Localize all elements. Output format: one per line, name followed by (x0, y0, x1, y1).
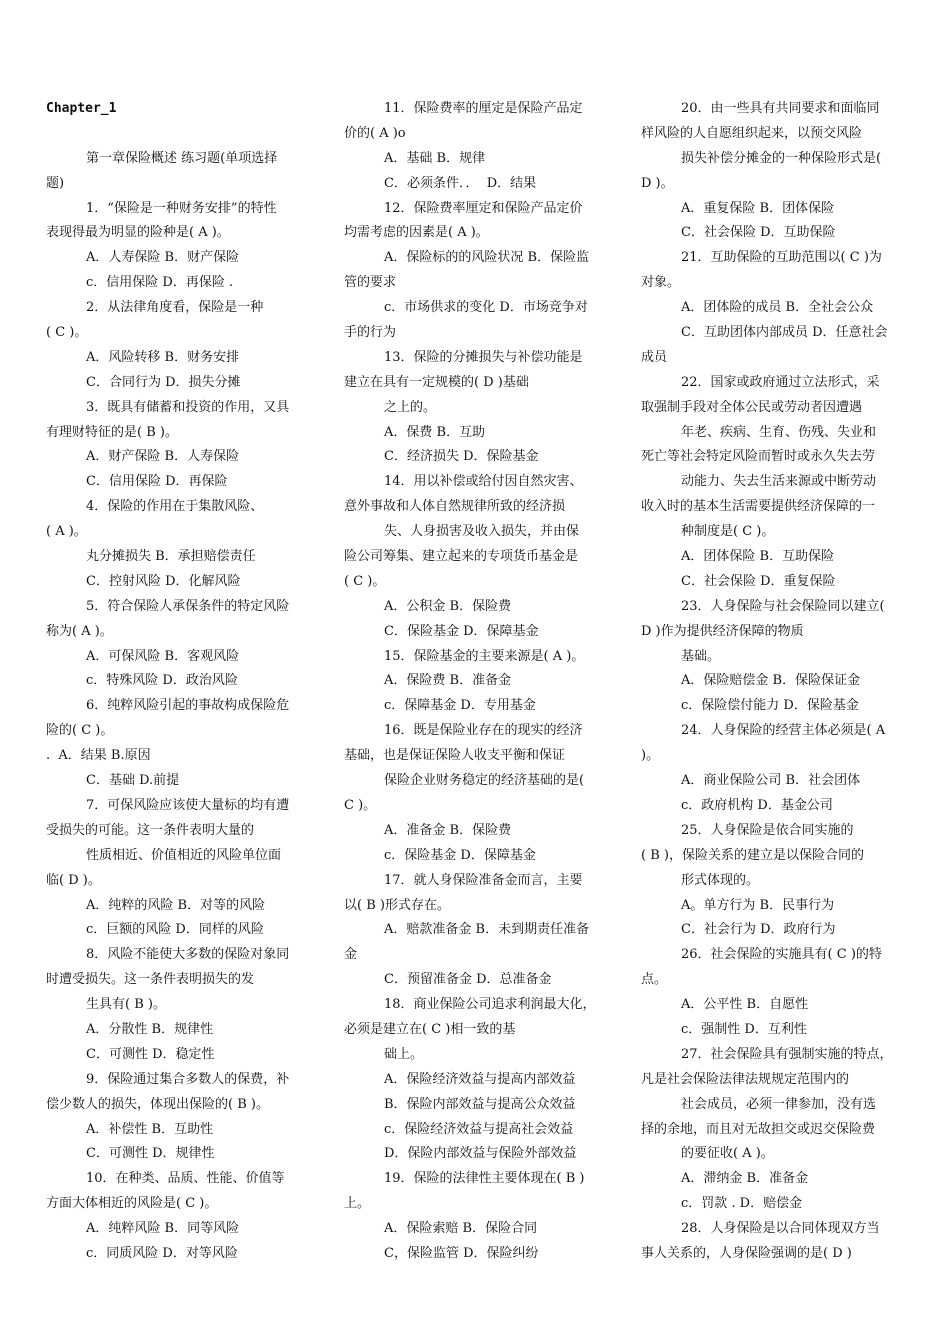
text-line: c．同质风险 D．对等风险 (86, 1245, 238, 1261)
text-line: C．社会保险 D．重复保险 (681, 573, 836, 589)
text-line: 建立在具有一定规模的( D )基础 (344, 374, 529, 390)
text-line: )。 (641, 748, 660, 764)
text-line: C．保险基金 D．保障基金 (384, 623, 539, 639)
text-line: 年老、疾病、生育、伤残、失业和 (681, 424, 877, 440)
text-line: A．公平性 B．自愿性 (681, 997, 809, 1013)
text-line: 点。 (641, 972, 668, 988)
text-line: 表现得最为明显的险种是( A )。 (46, 225, 230, 241)
text-line: 11．保险费率的厘定是保险产品定 (384, 101, 583, 116)
text-line: 取强制手段对全体公民或劳动者因遭遇 (641, 399, 863, 415)
text-line: 26．社会保险的实施具有( C )的特 (681, 947, 882, 963)
text-line: c．罚款 . D．赔偿金 (681, 1196, 803, 1212)
text-line: A．财产保险 B．人寿保险 (86, 449, 240, 465)
text-line: 成员 (641, 349, 668, 365)
spacer (46, 122, 310, 147)
text-line: 14．用以补偿或给付因自然灾害、 (384, 474, 583, 490)
text-line: ( C )。 (46, 325, 88, 341)
text-line: A．保险赔偿金 B．保险保证金 (681, 673, 861, 689)
text-line: A．团体保险 B．互助保险 (681, 549, 835, 565)
text-line: 生具有( B )。 (86, 997, 166, 1013)
text-line: A．可保风险 B．客观风险 (86, 648, 240, 664)
text-line: 7．可保风险应该使大量标的均有遭 (86, 797, 290, 813)
text-line: A．商业保险公司 B．社会团体 (681, 773, 861, 789)
text-line: 险公司筹集、建立起来的专项货币基金是 (344, 549, 579, 565)
text-line: A．补偿性 B．互助性 (86, 1121, 214, 1137)
text-line: 均需考虑的因素是( A )。 (344, 225, 489, 241)
column-2 (344, 97, 610, 1267)
text-line: c．强制性 D．互利性 (681, 1021, 807, 1037)
text-line: 13．保险的分摊损失与补偿功能是 (384, 349, 583, 365)
text-line: A．分散性 B．规律性 (86, 1021, 214, 1037)
text-line: c．保障基金 D．专用基金 (384, 698, 536, 714)
text-line: C，保险监管 D．保险纠纷 (384, 1245, 539, 1261)
text-line: 19．保险的法律性主要体现在( B ) (384, 1171, 585, 1187)
text-line: 20．由一些具有共同要求和面临同 (681, 101, 880, 116)
text-line: 险的( C )。 (46, 723, 114, 739)
text-line: 受损失的可能。这一条件表明大量的 (46, 822, 255, 838)
text-line: A．公积金 B．保险费 (384, 598, 512, 614)
text-line: c．市场供求的变化 D．市场竞争对 (384, 300, 588, 316)
text-line: 性质相近、价值相近的风险单位面 (86, 847, 282, 863)
text-line: 形式体现的。 (681, 872, 760, 888)
text-line: 偿少数人的损失，体现出保险的( B )。 (46, 1096, 269, 1112)
text-line: A．重复保险 B．团体保险 (681, 200, 835, 216)
text-line: c．保险经济效益与提高社会效益 (384, 1121, 574, 1137)
column-1 (46, 97, 310, 1267)
text-line: 8．风险不能使大多数的保险对象同 (86, 947, 290, 963)
text-line: D．保险内部效益与保险外部效益 (384, 1146, 577, 1162)
text-line: c．巨额的风险 D．同样的风险 (86, 922, 264, 938)
text-line: D )作为提供经济保障的物质 (641, 623, 804, 639)
text-line: 础上。 (384, 1046, 424, 1062)
text-line: 凡是社会保险法律法规规定范围内的 (641, 1071, 850, 1087)
text-line: 1．“保险是一种财务安排”的特性 (86, 200, 277, 216)
text-line: 必须是建立在( C )相一致的基 (344, 1021, 516, 1037)
column-3 (641, 97, 905, 1267)
text-line: B．保险内部效益与提高公众效益 (384, 1096, 576, 1112)
text-line: C．可测性 D．稳定性 (86, 1046, 215, 1062)
text-line: C．社会保险 D．互助保险 (681, 225, 836, 241)
text-line: 死亡等社会特定风险而暂时或永久失去劳 (641, 449, 876, 465)
text-line: A．保险费 B．准备金 (384, 673, 512, 689)
text-line: c．政府机构 D．基金公司 (681, 797, 833, 813)
text-line: 收入时的基本生活需要提供经济保障的一 (641, 499, 876, 515)
text-line: 9．保险通过集合多数人的保费，补 (86, 1071, 290, 1087)
text-line: 意外事故和人体自然规律所致的经济损 (344, 499, 566, 515)
text-line: 16．既是保险业存在的现实的经济 (384, 723, 583, 739)
text-line: 样风险的人自愿组织起来，以预交风险 (641, 125, 863, 141)
text-line: 题) (46, 175, 65, 191)
text-line: 时遭受损失。这一条件表明损失的发 (46, 972, 255, 988)
text-line: A．保险标的的风险状况 B．保险监 (384, 250, 590, 266)
text-line: 12．保险费率厘定和保险产品定价 (384, 200, 583, 216)
text-line: 4．保险的作用在于集散风险、 (86, 499, 264, 515)
text-line: C．信用保险 D．再保险 (86, 474, 228, 490)
text-line: A．基础 B．规律 (384, 150, 486, 166)
text-line: 基础。 (681, 648, 721, 664)
text-line: 失、人身损害及收入损失，并由保 (384, 524, 580, 540)
text-line: 动能力、失去生活来源或中断劳动 (681, 474, 877, 490)
chapter-heading: Chapter_1 (46, 101, 117, 116)
text-line: 27．社会保险具有强制实施的特点， (681, 1046, 893, 1062)
text-line: C．经济损失 D．保险基金 (384, 449, 539, 465)
text-line: A．团体险的成员 B．全社会公众 (681, 300, 874, 316)
text-line: c．保险偿付能力 D．保险基金 (681, 698, 859, 714)
text-line: A．赔款准备金 B．未到期责任准备 (384, 922, 590, 938)
text-line: 损失补偿分摊金的一种保险形式是( (681, 150, 882, 166)
text-line: C．预留准备金 D．总准备金 (384, 972, 552, 988)
text-line: c．信用保险 D．再保险 . (86, 275, 234, 291)
text-line: A．保险索赔 B．保险合同 (384, 1221, 538, 1237)
text-line: 之上的。 (384, 399, 437, 415)
text-line: ( B )，保险关系的建立是以保险合同的 (641, 847, 864, 863)
text-line: 种制度是( C )。 (681, 524, 775, 540)
text-line: A．风险转移 B．财务安排 (86, 349, 240, 365)
text-line: 临( D )。 (46, 872, 101, 888)
text-line: 15．保险基金的主要来源是( A )。 (384, 648, 585, 664)
text-line: A。单方行为 B．民事行为 (681, 897, 835, 913)
text-line: 21．互助保险的互助范围以( C )为 (681, 250, 882, 266)
text-line: 10．在种类、品质、性能、价值等 (86, 1171, 285, 1187)
text-line: 社会成员，必须一律参加，没有选 (681, 1096, 877, 1112)
text-line: 17．就人身保险准备金而言，主要 (384, 872, 583, 888)
text-line: C )。 (344, 797, 377, 813)
text-line: 管的要求 (344, 275, 397, 291)
text-line: 25．人身保险是依合同实施的 (681, 822, 854, 838)
text-line: 价的( A )o (344, 125, 406, 141)
text-line: 保险企业财务稳定的经济基础的是( (384, 773, 585, 789)
text-line: A．保费 B．互助 (384, 424, 486, 440)
text-line: C．可测性 D．规律性 (86, 1146, 215, 1162)
text-line: A．纯粹的风险 B．对等的风险 (86, 897, 266, 913)
text-line: 24．人身保险的经营主体必须是( A (681, 723, 886, 739)
text-line: 有理财特征的是( B )。 (46, 424, 178, 440)
text-line: D )。 (641, 175, 674, 191)
text-line: A．滞纳金 B．准备金 (681, 1171, 809, 1187)
text-line: 以( B )形式存在。 (344, 897, 450, 913)
text-line: . A．结果 B.原因 (46, 748, 151, 764)
text-line: A．人寿保险 B．财产保险 (86, 250, 240, 266)
text-line: 称为( A )。 (46, 623, 113, 639)
text-line: C．基础 D.前提 (86, 773, 180, 789)
text-line: A．准备金 B．保险费 (384, 822, 512, 838)
text-line: C．社会行为 D．政府行为 (681, 922, 836, 938)
text-line: 手的行为 (344, 325, 397, 341)
text-line: 23．人身保险与社会保险同以建立( (681, 598, 885, 614)
text-line: ( A )。 (46, 524, 87, 540)
text-line: 事人关系的，人身保险强调的是( D ) (641, 1245, 852, 1261)
text-line: 2．从法律角度看，保险是一种 (86, 300, 264, 316)
text-line: 5．符合保险人承保条件的特定风险 (86, 598, 290, 614)
text-line: 方面大体相近的风险是( C )。 (46, 1196, 218, 1212)
text-line: 22．国家或政府通过立法形式，采 (681, 374, 880, 390)
text-line: 28．人身保险是以合同体现双方当 (681, 1221, 880, 1237)
text-line: 6．纯粹风险引起的事故构成保险危 (86, 698, 290, 714)
text-line: C．必须条件．． D．结果 (384, 175, 537, 191)
text-line: 丸分摊损失 B．承担赔偿责任 (86, 549, 256, 565)
text-line: C．合同行为 D．损失分摊 (86, 374, 241, 390)
text-line: 第一章保险概述 练习题(单项选择 (86, 150, 278, 166)
text-line: 金 (344, 947, 358, 963)
text-line: C．互助团体内部成员 D．任意社会 (681, 325, 888, 341)
text-line: c．保险基金 D．保障基金 (384, 847, 536, 863)
text-line: A．保险经济效益与提高内部效益 (384, 1071, 576, 1087)
text-line: 对象。 (641, 275, 681, 291)
text-line: 的要征收( A )。 (681, 1146, 774, 1162)
text-line: 3．既具有储蓄和投资的作用，又具 (86, 399, 290, 415)
text-line: 基础，也是保证保险人收支平衡和保证 (344, 748, 566, 764)
text-line: C．控射风险 D．化解风险 (86, 573, 241, 589)
text-line: A．纯粹风险 B．同等风险 (86, 1221, 240, 1237)
text-line: 上。 (344, 1196, 371, 1212)
text-line: ( C )。 (344, 573, 386, 589)
text-line: 18．商业保险公司追求利润最大化， (384, 997, 596, 1013)
text-line: 择的余地，而且对无故担交或迟交保险费 (641, 1121, 876, 1137)
text-line: c．特殊风险 D．政治风险 (86, 673, 238, 689)
